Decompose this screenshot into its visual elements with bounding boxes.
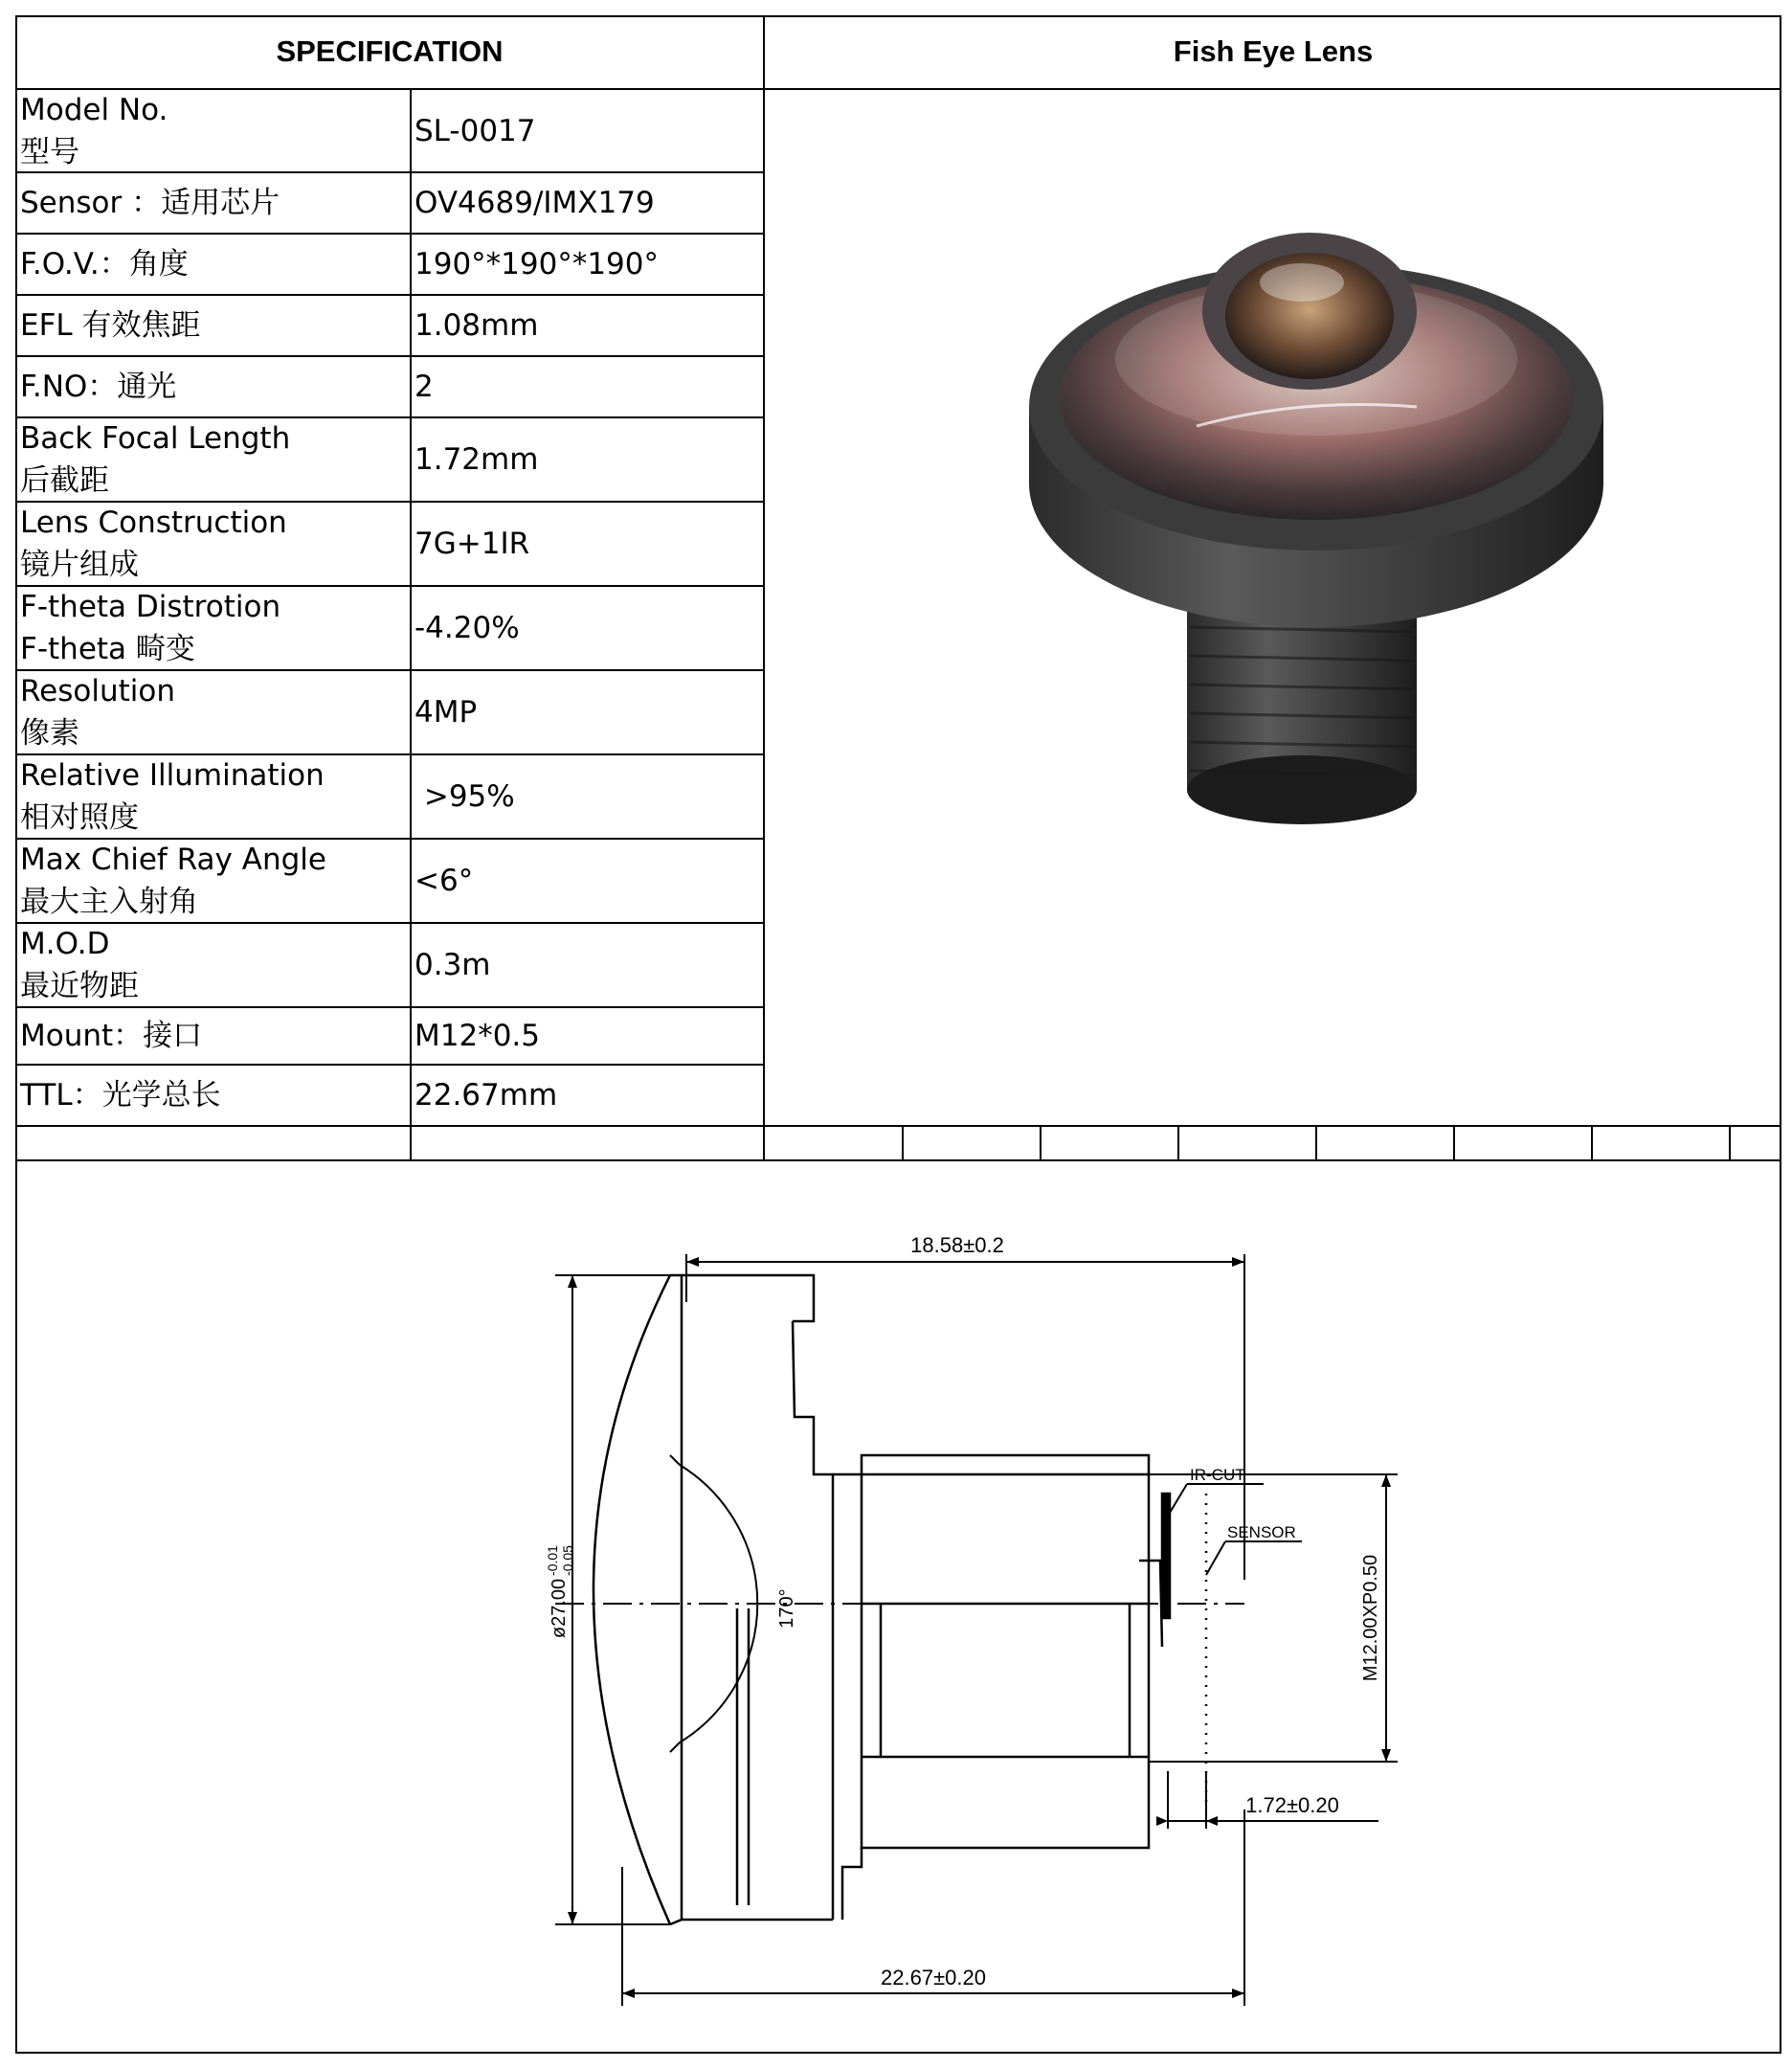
empty-cell-divider — [1315, 1125, 1317, 1160]
label-sensor: SENSOR — [1227, 1523, 1296, 1541]
spec-label-cn: 像素 — [20, 716, 79, 751]
spec-label-0 — [20, 89, 403, 173]
spec-value-10: <6° — [414, 864, 474, 898]
spec-label-11 — [20, 923, 403, 1007]
spec-value-1: OV4689/IMX179 — [414, 186, 655, 220]
spec-label-text: Relative Illumination — [20, 758, 325, 793]
drawing-top-rule — [15, 1159, 1781, 1161]
product-title: Fish Eye Lens — [1173, 34, 1374, 68]
spec-value-5: 1.72mm — [414, 442, 539, 477]
spec-label-7 — [20, 586, 403, 670]
dim-bfl-label: 1.72±0.20 — [1245, 1793, 1339, 1817]
spec-label-text: Max Chief Ray Angle — [20, 843, 326, 877]
spec-label-cn: 型号 — [20, 134, 79, 169]
spec-label-10 — [20, 839, 403, 923]
spec-label-6 — [20, 502, 403, 586]
spec-value-11: 0.3m — [414, 948, 491, 982]
spec-label-text: M.O.D — [20, 927, 110, 961]
spec-label-text: F.NO：通光 — [20, 370, 177, 404]
spec-label-cn: 最大主入射角 — [20, 885, 198, 919]
empty-cell-divider — [1453, 1125, 1455, 1160]
row-rule — [15, 355, 765, 357]
lens-photo — [1015, 120, 1714, 933]
product-header — [765, 15, 1781, 88]
col-divider-1 — [410, 89, 412, 1160]
spec-label-text: Lens Construction — [20, 506, 287, 540]
spec-label-3 — [20, 304, 403, 347]
angle-label: 170° — [776, 1588, 797, 1629]
dim-diameter-tol-lower: -0.05 — [560, 1545, 575, 1576]
spec-label-text: EFL 有效焦距 — [20, 308, 201, 343]
spec-label-12 — [20, 1015, 403, 1057]
spec-value-7: -4.20% — [414, 611, 520, 645]
lens-technical-drawing — [536, 1197, 1398, 2020]
row-rule — [15, 1064, 765, 1066]
spec-label-text: Mount：接口 — [20, 1019, 203, 1053]
specification-title: SPECIFICATION — [276, 34, 504, 68]
spec-label-cn: F-theta 畸变 — [20, 632, 195, 666]
spec-label-9 — [20, 754, 403, 839]
row-rule — [15, 233, 765, 235]
spec-label-text: Sensor ：适用芯片 — [20, 186, 280, 220]
spec-value-2: 190°*190°*190° — [414, 247, 660, 281]
spec-value-8: 4MP — [414, 695, 478, 730]
spec-label-text: F-theta Distrotion — [20, 590, 281, 624]
spec-label-2 — [20, 243, 403, 285]
spec-label-cn: 镜片组成 — [20, 548, 139, 582]
spec-label-5 — [20, 417, 403, 502]
spec-label-cn: 后截距 — [20, 463, 109, 498]
spec-label-4 — [20, 366, 403, 408]
empty-cell-divider — [1591, 1125, 1593, 1160]
dim-thread-label: M12.00XP0.50 — [1360, 1554, 1381, 1682]
spec-label-text: TTL：光学总长 — [20, 1077, 221, 1113]
empty-cell-divider — [902, 1125, 904, 1160]
spec-value-9: >95% — [414, 779, 515, 814]
spec-label-cn: 最近物距 — [20, 969, 139, 1003]
empty-cell-divider — [1040, 1125, 1042, 1160]
dim-diameter-tol-upper: -0.01 — [545, 1545, 560, 1576]
spec-value-12: M12*0.5 — [414, 1019, 540, 1053]
empty-cell-divider — [1729, 1125, 1731, 1160]
empty-cell-divider — [1177, 1125, 1179, 1160]
dim-top-label: 18.58±0.2 — [910, 1233, 1004, 1257]
spec-label-8 — [20, 670, 403, 754]
spec-value-3: 1.08mm — [414, 308, 539, 343]
spec-label-text: Model No. — [20, 92, 168, 127]
spec-value-6: 7G+1IR — [414, 527, 530, 561]
spec-label-1 — [20, 182, 403, 224]
label-ircut: IR-CUT — [1190, 1466, 1245, 1484]
spec-value-13: 22.67mm — [414, 1077, 558, 1113]
spec-label-cn: 相对照度 — [20, 800, 139, 835]
col-divider-2 — [763, 15, 765, 1160]
spec-label-13 — [20, 1074, 403, 1116]
dim-bottom-label: 22.67±0.20 — [881, 1966, 986, 1989]
spec-value-4: 2 — [414, 370, 434, 404]
table-bottom-rule — [15, 1125, 1781, 1127]
spec-label-text: Resolution — [20, 674, 175, 708]
spec-label-text: F.O.V.：角度 — [20, 247, 189, 281]
dim-diameter-label: ø27.00 — [549, 1578, 570, 1639]
row-rule — [15, 294, 765, 296]
spec-value-0: SL-0017 — [414, 113, 536, 148]
specification-header — [15, 15, 764, 88]
spec-label-text: Back Focal Length — [20, 421, 291, 456]
